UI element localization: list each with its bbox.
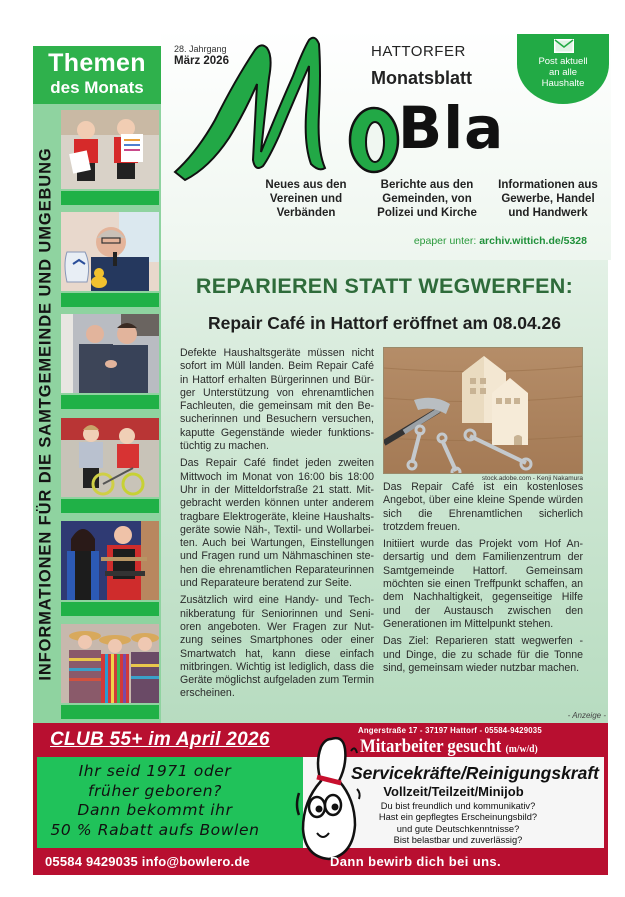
bowlero-address: Angerstraße 17 - 37197 Hattorf - 05584-9429035 [358, 726, 542, 735]
post-badge: Post aktuell an alle Haushalte [517, 34, 609, 104]
sidebar-header [33, 46, 161, 104]
children-with-certificates-photo [61, 110, 159, 189]
tagline-vereine: Neues aus den Vereinen und Verbänden [265, 179, 347, 219]
volume-label: 28. Jahrgang [174, 44, 227, 54]
job-type: Vollzeit/Teilzeit/Minijob [383, 784, 524, 799]
mobla-logo-bold: Bla [398, 94, 505, 162]
advertisement-label: - Anzeige - [567, 711, 606, 720]
issue-date: März 2026 [174, 55, 229, 67]
thumbnail-bar [61, 705, 159, 719]
article-paragraph: Defekte Haushaltsgeräte müssen nicht sofort im Müll landen. Beim Repair Café in Hattorf erhalten Bürgerinnen und Bürger Unterstützung von ehrenamtlichen Fachleuten, die gemeinsam mit den Besucherinnen und Besuchern versuchen, kaputte Gegenstände wieder funktionstüchtig zu machen. [180, 347, 374, 453]
thumbnail-bar [61, 191, 159, 205]
masthead [161, 30, 611, 260]
article [161, 260, 608, 723]
club-55-title: CLUB 55+ im April 2026 [50, 729, 270, 750]
thumbnail-bar [61, 602, 159, 616]
article-paragraph: Das Repair Café ist ein kostenloses Angebot, über eine kleine Spende würden sich die Ehrenamtlichen sicherlich trotzdem freuen. [383, 481, 583, 533]
envelope-icon [554, 39, 574, 53]
thumbnail-children-certificates[interactable] [61, 110, 159, 207]
tagline-gewerbe: Informationen aus Gewerbe, Handel und Handwerk [498, 179, 598, 219]
job-title: Servicekräfte/Reinigungskraft [351, 763, 600, 783]
children-bicycles-photo [61, 418, 159, 497]
carnival-ponchos-photo [61, 624, 159, 703]
article-subheadline: Repair Café in Hattorf eröffnet am 08.04.26 [207, 313, 562, 333]
award-presentation-photo [61, 521, 159, 600]
themen-sidebar [33, 46, 161, 723]
thumbnail-bar [61, 499, 159, 513]
wooden-houses-and-tools-photo [383, 347, 583, 474]
article-column-right [383, 481, 583, 679]
sidebar-title: Themen [48, 49, 146, 77]
job-requirements: Du bist freundlich und kommunikativ? Hast ein gepflegtes Erscheinungsbild? und gute Deutschkenntnisse? Bist belastbar und zuverlässig? [378, 801, 538, 845]
thumbnail-bicycles[interactable] [61, 418, 159, 515]
monatsblatt-label: Monatsblatt [371, 68, 472, 88]
thumbnail-award[interactable] [61, 521, 159, 618]
hattorfer-label: HATTORFER [371, 43, 466, 60]
sidebar-vertical-label: INFORMATIONEN FÜR DIE SAMTGEMEINDE UND UMGEBUNG [36, 147, 55, 681]
article-paragraph: Zusätzlich wird eine Handy- und Technikberatung für Seniorinnen und Senioren angeboten. Wer Fragen zur Nutzung seines Smartphones oder einer Smartwatch hat, kann diese einfach mitbringen. Wichtig ist lediglich, dass die Geräte möglichst aufgeladen zum Termin erscheinen. [180, 594, 374, 700]
thumbnail-bar [61, 293, 159, 307]
photo-credit: stock.adobe.com - Kenji Nakamura [481, 475, 583, 482]
bowlero-advertisement[interactable] [33, 723, 608, 875]
epaper-line: epaper unter: archiv.wittich.de/5328 [413, 235, 587, 247]
sidebar-subtitle: des Monats [50, 78, 144, 97]
tagline-gemeinden: Berichte aus den Gemeinden, von Polizei und Kirche [377, 179, 477, 219]
article-column-left [180, 347, 374, 705]
thumbnail-carnival[interactable] [61, 624, 159, 721]
club-offer-box: Ihr seid 1971 oder früher geboren? Dann bekommt ihr 50 % Rabatt aufs Bowlen [37, 757, 303, 848]
article-headline: REPARIEREN STATT WEGWERFEN: [195, 274, 574, 298]
article-paragraph: Das Ziel: Reparieren statt wegwerfen - und Dinge, die zu schade für die Tonne sind, gemeinsam wieder nutzbar machen. [383, 635, 583, 674]
handshake-uniforms-photo [61, 314, 159, 393]
thumbnail-handshake[interactable] [61, 314, 159, 411]
article-paragraph: Das Repair Café findet jeden zweiten Mittwoch im Monat von 16:00 bis 18:00 Uhr in der Mitteldorfstraße 21 statt. Mitgebracht werden können unter anderem tragbare Elektrogeräte, kleine Haushaltsgeräte sowie Näh-, Textil- und Wollarbeiten. Auch bei Wartungen, Einstellungen und Fragen rund um Nähmaschinen stehen die ehrenamtlichen Reparateurinnen und Reparateure beratend zur Seite. [180, 457, 374, 590]
article-paragraph: Initiiert wurde das Projekt vom Hof Andersartig und dem Familienzentrum der Samtgemeinde Hattorf. Gemeinsam möchten sie einen Treffpunkt schaffen, an dem Nachhaltigkeit, gegenseitige Hilfe und der Austausch zwischen den Generationen im Mittelpunkt stehen. [383, 538, 583, 630]
hiring-headline: Mitarbeiter gesucht (m/w/d) [360, 736, 538, 757]
section-taglines [247, 178, 607, 220]
epaper-link[interactable]: archiv.wittich.de/5328 [479, 235, 587, 247]
apply-call-to-action: Dann bewirb dich bei uns. [330, 854, 502, 869]
man-speaking-microphone-photo [61, 212, 159, 291]
contact-phone-email[interactable]: 05584 9429035 info@bowlero.de [45, 854, 250, 869]
thumbnail-speaker[interactable] [61, 212, 159, 309]
bowling-pin-mascot-icon [295, 735, 365, 863]
thumbnail-bar [61, 395, 159, 409]
